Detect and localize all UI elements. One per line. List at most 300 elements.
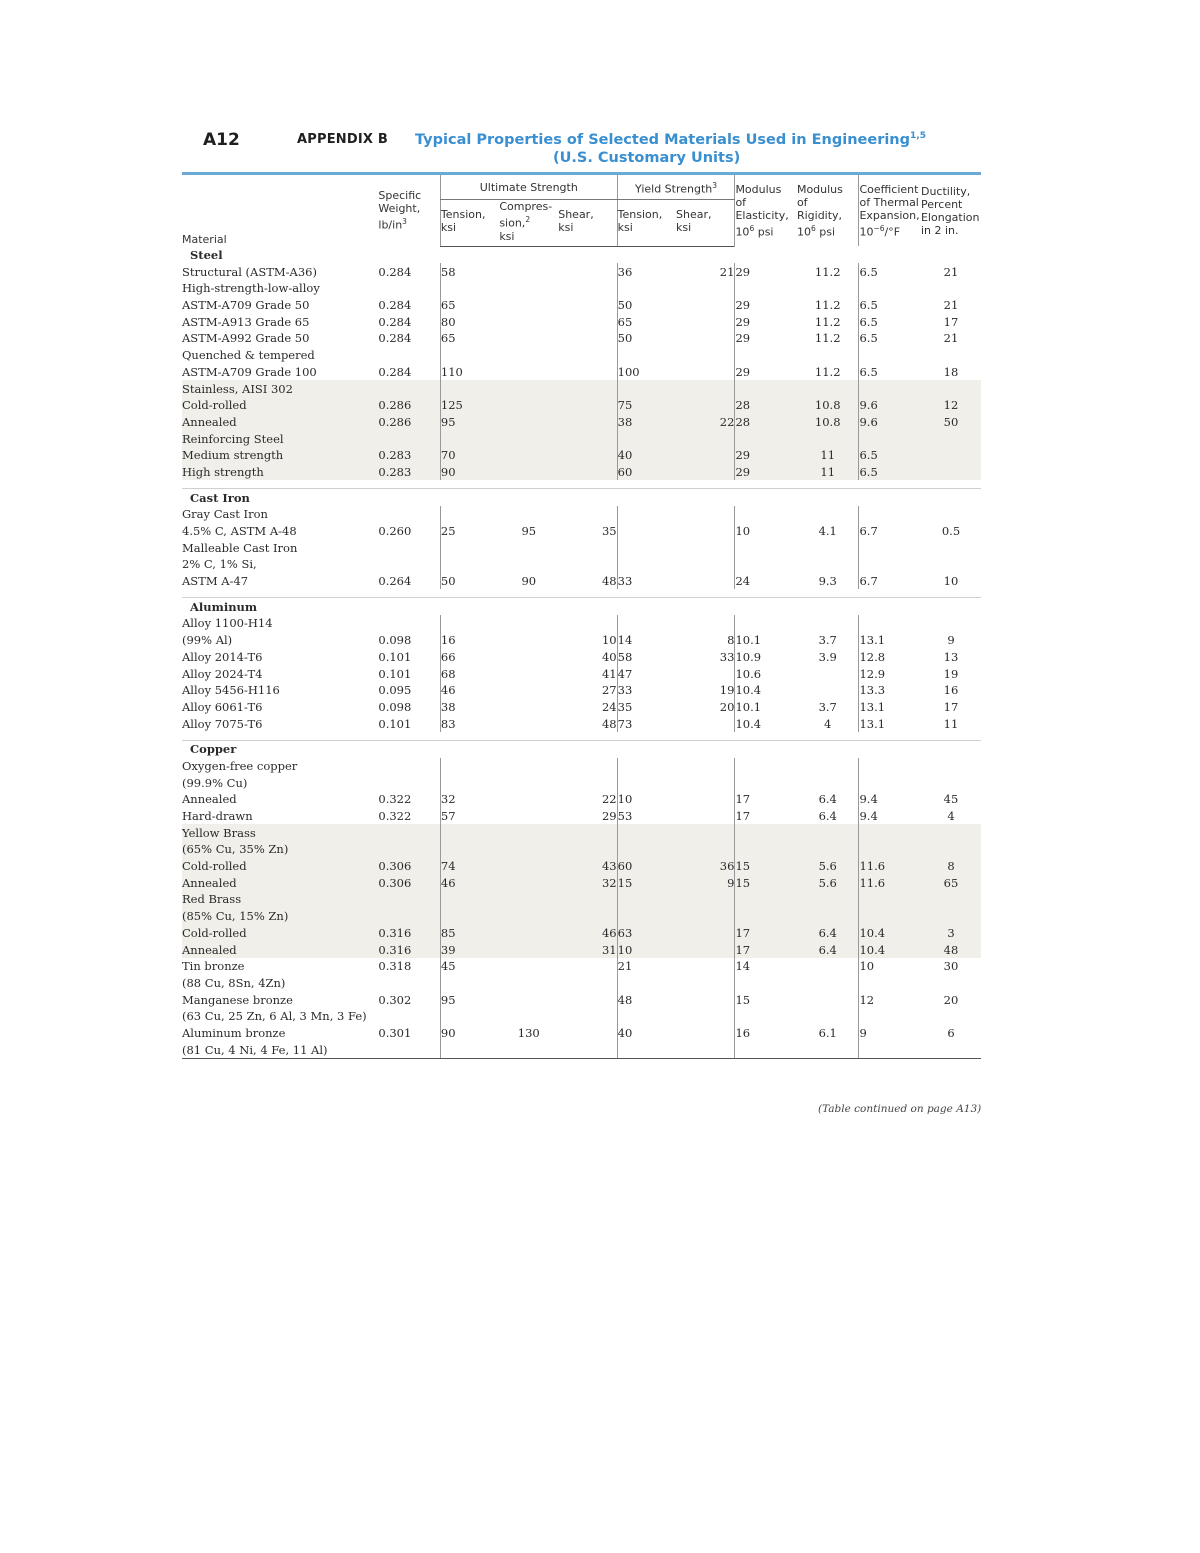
thermal-expansion-cell: 9.4 — [859, 791, 921, 808]
ultimate-tension-cell — [440, 556, 499, 573]
specific-weight-cell — [378, 615, 440, 632]
yield-shear-cell — [676, 1025, 735, 1042]
ultimate-shear-cell — [558, 363, 617, 380]
modulus-elasticity-cell: 29 — [735, 447, 797, 464]
modulus-rigidity-cell — [797, 1041, 859, 1058]
thermal-expansion-cell: 13.3 — [859, 682, 921, 699]
table-row — [182, 975, 981, 992]
table-row — [182, 313, 981, 330]
yield-tension-cell: 14 — [617, 632, 676, 649]
yield-tension-cell: 35 — [617, 699, 676, 716]
ultimate-compression-cell — [499, 808, 558, 825]
thermal-expansion-cell: 12 — [859, 991, 921, 1008]
ductility-cell — [921, 380, 981, 397]
yield-tension-cell — [617, 908, 676, 925]
material-name: ASTM-A913 Grade 65 — [182, 314, 310, 329]
modulus-elasticity-cell — [735, 430, 797, 447]
thermal-expansion-cell: 10.4 — [859, 941, 921, 958]
col-yield-tension: Tension, ksi — [617, 200, 676, 247]
material-name: ASTM-A709 Grade 50 — [182, 298, 310, 313]
yield-shear-cell — [676, 464, 735, 481]
specific-weight-cell: 0.322 — [378, 792, 412, 807]
yield-shear-cell — [676, 791, 735, 808]
ultimate-compression-cell — [499, 430, 558, 447]
ultimate-shear-cell — [558, 991, 617, 1008]
thermal-expansion-cell: 6.5 — [859, 297, 921, 314]
ductility-cell — [921, 908, 981, 925]
specific-weight-cell — [378, 506, 440, 523]
material-name: Alloy 5456-H116 — [182, 683, 280, 698]
section-cast-iron: Cast Iron — [182, 489, 981, 506]
material-name: (88 Cu, 8Sn, 4Zn) — [182, 975, 286, 990]
modulus-rigidity-cell: 11.2 — [814, 298, 841, 313]
row-spacer — [182, 480, 981, 489]
thermal-expansion-cell — [859, 891, 921, 908]
ultimate-compression-cell — [499, 1041, 558, 1058]
modulus-elasticity-cell: 10.9 — [735, 648, 797, 665]
ultimate-tension-cell — [440, 758, 499, 775]
ultimate-tension-cell: 38 — [440, 699, 499, 716]
modulus-elasticity-cell — [735, 975, 797, 992]
ultimate-compression-cell — [499, 297, 558, 314]
specific-weight-cell — [378, 774, 440, 791]
specific-weight-cell — [378, 1008, 440, 1025]
ultimate-tension-cell — [440, 280, 499, 297]
ultimate-shear-cell — [558, 464, 617, 481]
ultimate-compression-cell — [499, 380, 558, 397]
ultimate-shear-cell — [558, 297, 617, 314]
ductility-cell: 4 — [947, 809, 955, 823]
modulus-rigidity-cell: 6.1 — [818, 1025, 837, 1040]
specific-weight-cell: 0.101 — [378, 716, 412, 731]
thermal-expansion-cell: 13.1 — [859, 715, 921, 732]
yield-tension-cell: 65 — [617, 313, 676, 330]
thermal-expansion-cell — [859, 280, 921, 297]
ductility-cell: 0.5 — [941, 524, 961, 538]
modulus-elasticity-cell: 15 — [735, 991, 797, 1008]
yield-tension-cell — [617, 1041, 676, 1058]
ultimate-shear-cell: 24 — [601, 699, 617, 714]
modulus-rigidity-cell: 11 — [797, 447, 859, 464]
table-row — [182, 380, 981, 397]
ultimate-shear-cell: 29 — [601, 809, 617, 823]
modulus-elasticity-cell: 29 — [735, 330, 797, 347]
specific-weight-cell: 0.260 — [378, 524, 412, 538]
ductility-cell: 48 — [921, 941, 981, 958]
thermal-expansion-cell — [859, 758, 921, 775]
thermal-expansion-cell: 11.6 — [859, 858, 921, 875]
material-name: Alloy 2024-T4 — [182, 666, 263, 681]
thermal-expansion-cell: 12.9 — [859, 665, 921, 682]
modulus-rigidity-cell: 11 — [797, 464, 859, 481]
yield-shear-cell — [676, 539, 735, 556]
ultimate-compression-cell — [499, 397, 558, 414]
material-name: 4.5% C, ASTM A-48 — [182, 524, 297, 538]
ultimate-compression-cell — [499, 539, 558, 556]
ultimate-shear-cell — [558, 313, 617, 330]
yield-shear-cell: 8 — [727, 633, 735, 648]
thermal-expansion-cell: 13.1 — [859, 632, 921, 649]
table-row — [182, 665, 981, 682]
yield-shear-cell — [676, 975, 735, 992]
modulus-rigidity-cell: 6.4 — [818, 792, 837, 807]
ultimate-compression-cell — [499, 556, 558, 573]
modulus-rigidity-cell — [797, 665, 859, 682]
material-name: (99.9% Cu) — [182, 775, 248, 790]
appendix-label: APPENDIX B — [297, 132, 388, 147]
ultimate-tension-cell: 45 — [440, 958, 499, 975]
modulus-elasticity-cell: 10.1 — [735, 632, 797, 649]
ultimate-compression-cell — [499, 263, 558, 280]
modulus-rigidity-cell — [797, 975, 859, 992]
page-header — [193, 128, 983, 174]
yield-tension-cell: 60 — [617, 464, 676, 481]
table-header — [182, 174, 981, 247]
material-name: ASTM-A709 Grade 100 — [182, 364, 317, 379]
modulus-elasticity-cell: 15 — [735, 874, 797, 891]
specific-weight-cell — [378, 430, 440, 447]
ultimate-compression-cell — [499, 665, 558, 682]
modulus-elasticity-cell: 10 — [735, 523, 797, 540]
material-name: (65% Cu, 35% Zn) — [182, 841, 378, 858]
col-yield-shear: Shear, ksi — [676, 200, 735, 247]
modulus-elasticity-cell: 17 — [735, 808, 797, 825]
thermal-expansion-cell — [859, 380, 921, 397]
ductility-cell — [921, 430, 981, 447]
ultimate-shear-cell: 46 — [558, 924, 617, 941]
ultimate-shear-cell — [558, 841, 617, 858]
modulus-rigidity-cell: 10.8 — [797, 397, 859, 414]
ultimate-compression-cell — [499, 791, 558, 808]
modulus-elasticity-cell: 29 — [735, 464, 797, 481]
ductility-cell: 17 — [943, 314, 959, 329]
ultimate-tension-cell: 95 — [440, 991, 499, 1008]
thermal-expansion-cell — [859, 615, 921, 632]
table-row — [182, 891, 981, 908]
yield-tension-cell — [617, 430, 676, 447]
ultimate-tension-cell — [440, 430, 499, 447]
ultimate-compression-cell — [499, 682, 558, 699]
specific-weight-cell: 0.283 — [378, 447, 440, 464]
ultimate-shear-cell — [558, 414, 617, 431]
modulus-elasticity-cell — [735, 556, 797, 573]
table-continued-note: (Table continued on page A13) — [818, 1103, 982, 1115]
ultimate-shear-cell — [558, 263, 617, 280]
yield-shear-cell: 19 — [719, 683, 735, 698]
ductility-cell — [921, 280, 981, 297]
material-name: Stainless, AISI 302 — [182, 380, 378, 397]
ultimate-shear-cell — [558, 891, 617, 908]
yield-tension-cell: 58 — [617, 648, 676, 665]
modulus-elasticity-cell — [735, 380, 797, 397]
col-modulus-rigidity: Modulus of Rigidity, $10^6$ psi — [797, 174, 859, 247]
specific-weight-cell: 0.101 — [378, 649, 412, 664]
yield-shear-cell — [676, 991, 735, 1008]
yield-tension-cell: 50 — [617, 330, 676, 347]
table-row — [182, 363, 981, 380]
ultimate-shear-cell — [558, 958, 617, 975]
material-name: High strength — [182, 464, 378, 481]
thermal-expansion-cell: 6.5 — [859, 464, 921, 481]
table-row — [182, 874, 981, 891]
ultimate-shear-cell — [558, 1025, 617, 1042]
ultimate-tension-cell — [440, 380, 499, 397]
material-name: (81 Cu, 4 Ni, 4 Fe, 11 Al) — [182, 1041, 378, 1058]
ultimate-compression-cell — [499, 891, 558, 908]
thermal-expansion-cell: 6.5 — [859, 363, 921, 380]
ultimate-tension-cell — [440, 506, 499, 523]
yield-tension-cell: 40 — [617, 1025, 676, 1042]
ultimate-tension-cell — [440, 774, 499, 791]
yield-tension-cell: 10 — [617, 791, 676, 808]
ultimate-compression-cell — [499, 447, 558, 464]
specific-weight-cell: 0.318 — [378, 959, 412, 974]
modulus-rigidity-cell — [797, 280, 859, 297]
ultimate-shear-cell — [558, 824, 617, 841]
table-row — [182, 1008, 981, 1025]
modulus-elasticity-cell: 10.6 — [735, 665, 797, 682]
yield-shear-cell — [676, 824, 735, 841]
ultimate-tension-cell: 57 — [440, 808, 499, 825]
modulus-rigidity-cell: 11.2 — [814, 264, 841, 279]
material-name: Alloy 1100-H14 — [182, 616, 273, 631]
modulus-elasticity-cell: 17 — [735, 924, 797, 941]
modulus-elasticity-cell — [735, 841, 797, 858]
modulus-rigidity-cell — [797, 380, 859, 397]
yield-shear-cell: 21 — [719, 264, 735, 279]
modulus-rigidity-cell: 5.6 — [797, 858, 859, 875]
table-row — [182, 648, 981, 665]
section-steel: Steel — [190, 248, 223, 262]
specific-weight-cell — [378, 841, 440, 858]
material-name: Alloy 6061-T6 — [182, 699, 263, 714]
yield-tension-cell — [617, 523, 676, 540]
ultimate-tension-cell: 125 — [440, 397, 499, 414]
modulus-elasticity-cell: 14 — [735, 958, 797, 975]
group-ultimate-strength: Ultimate Strength — [440, 174, 617, 200]
ductility-cell — [921, 506, 981, 523]
material-properties-table — [182, 172, 981, 1059]
modulus-rigidity-cell: 4.1 — [818, 524, 837, 538]
ultimate-shear-cell — [558, 380, 617, 397]
modulus-rigidity-cell — [797, 506, 859, 523]
ductility-cell: 18 — [943, 364, 959, 379]
yield-shear-cell — [676, 1008, 735, 1025]
modulus-elasticity-cell — [735, 891, 797, 908]
yield-tension-cell: 33 — [617, 682, 676, 699]
yield-tension-cell — [617, 615, 676, 632]
modulus-rigidity-cell: 6.4 — [797, 924, 859, 941]
table-row — [182, 556, 981, 573]
table-row — [182, 791, 981, 808]
specific-weight-cell: 0.286 — [378, 397, 440, 414]
table-row — [182, 715, 981, 732]
ultimate-compression-cell: 95 — [521, 524, 537, 538]
modulus-rigidity-cell: 5.6 — [797, 874, 859, 891]
material-name: Annealed — [182, 414, 378, 431]
ultimate-shear-cell: 31 — [558, 941, 617, 958]
yield-shear-cell — [676, 447, 735, 464]
ultimate-tension-cell: 90 — [440, 1025, 499, 1042]
yield-tension-cell — [617, 758, 676, 775]
yield-tension-cell: 53 — [617, 808, 676, 825]
row-spacer — [182, 732, 981, 741]
yield-shear-cell — [676, 924, 735, 941]
ultimate-tension-cell: 110 — [440, 363, 499, 380]
table-row — [182, 447, 981, 464]
specific-weight-cell — [378, 908, 440, 925]
modulus-rigidity-cell: 4 — [824, 716, 832, 731]
table-row — [182, 699, 981, 716]
modulus-elasticity-cell: 10.1 — [735, 699, 797, 716]
ultimate-compression-cell — [499, 1008, 558, 1025]
ultimate-compression-cell — [499, 874, 558, 891]
thermal-expansion-cell: 9.6 — [859, 397, 921, 414]
ultimate-tension-cell: 95 — [440, 414, 499, 431]
ultimate-tension-cell — [440, 347, 499, 364]
ductility-cell: 6 — [947, 1025, 955, 1040]
ultimate-compression-cell — [499, 774, 558, 791]
material-name: Manganese bronze — [182, 992, 293, 1007]
specific-weight-cell — [378, 758, 440, 775]
ultimate-tension-cell — [440, 824, 499, 841]
yield-tension-cell: 75 — [617, 397, 676, 414]
section-copper: Copper — [182, 740, 981, 757]
yield-shear-cell — [676, 556, 735, 573]
col-ultimate-shear: Shear, ksi — [558, 200, 617, 247]
ultimate-compression-cell — [499, 330, 558, 347]
thermal-expansion-cell: 9.4 — [859, 808, 921, 825]
yield-shear-cell — [676, 363, 735, 380]
modulus-rigidity-cell — [797, 958, 859, 975]
ultimate-compression-cell — [499, 313, 558, 330]
modulus-elasticity-cell: 29 — [735, 297, 797, 314]
yield-shear-cell: 9 — [676, 874, 735, 891]
ultimate-tension-cell — [440, 891, 499, 908]
ultimate-shear-cell: 10 — [601, 633, 617, 648]
ultimate-compression-cell — [499, 414, 558, 431]
ultimate-shear-cell: 32 — [558, 874, 617, 891]
ultimate-compression-cell — [499, 464, 558, 481]
ultimate-compression-cell — [499, 841, 558, 858]
material-name: (63 Cu, 25 Zn, 6 Al, 3 Mn, 3 Fe) — [182, 1009, 367, 1024]
col-modulus-elasticity: Modulus of Elasticity, $10^6$ psi — [735, 174, 797, 247]
ductility-cell — [921, 615, 981, 632]
ultimate-tension-cell: 80 — [440, 313, 499, 330]
table-row — [182, 347, 981, 364]
material-name: Quenched & tempered — [182, 348, 315, 363]
yield-shear-cell — [676, 506, 735, 523]
modulus-elasticity-cell — [735, 506, 797, 523]
ductility-cell: 16 — [943, 683, 959, 698]
yield-tension-cell: 47 — [617, 665, 676, 682]
yield-tension-cell: 15 — [617, 874, 676, 891]
table-row — [182, 573, 981, 590]
ultimate-shear-cell: 35 — [601, 524, 617, 538]
ductility-cell — [921, 758, 981, 775]
table-row — [182, 430, 981, 447]
ultimate-tension-cell — [440, 1041, 499, 1058]
modulus-elasticity-cell — [735, 347, 797, 364]
ultimate-tension-cell: 25 — [440, 523, 499, 540]
material-name: Cold-rolled — [182, 397, 378, 414]
ultimate-tension-cell: 16 — [440, 632, 499, 649]
modulus-elasticity-cell — [735, 280, 797, 297]
thermal-expansion-cell: 12.8 — [859, 648, 921, 665]
modulus-rigidity-cell — [797, 758, 859, 775]
specific-weight-cell: 0.301 — [378, 1025, 412, 1040]
specific-weight-cell: 0.284 — [378, 331, 412, 346]
table-row — [182, 523, 981, 540]
ultimate-compression-cell — [499, 958, 558, 975]
table-row — [182, 758, 981, 775]
table-row — [182, 464, 981, 481]
modulus-elasticity-cell — [735, 824, 797, 841]
thermal-expansion-cell: 13.1 — [859, 699, 921, 716]
yield-shear-cell — [676, 397, 735, 414]
ultimate-shear-cell — [558, 758, 617, 775]
specific-weight-cell: 0.302 — [378, 992, 412, 1007]
modulus-rigidity-cell — [797, 615, 859, 632]
modulus-rigidity-cell — [797, 824, 859, 841]
table-row — [182, 280, 981, 297]
specific-weight-cell: 0.322 — [378, 809, 412, 823]
ultimate-tension-cell: 65 — [440, 297, 499, 314]
ductility-cell: 21 — [943, 298, 959, 313]
ultimate-shear-cell — [558, 397, 617, 414]
ductility-cell — [921, 464, 981, 481]
yield-tension-cell: 38 — [617, 414, 676, 431]
yield-shear-cell: 20 — [719, 699, 735, 714]
thermal-expansion-cell — [859, 556, 921, 573]
modulus-elasticity-cell: 10.4 — [735, 715, 797, 732]
ductility-cell: 45 — [943, 792, 959, 807]
yield-shear-cell — [676, 808, 735, 825]
modulus-rigidity-cell — [797, 430, 859, 447]
thermal-expansion-cell: 11.6 — [859, 874, 921, 891]
table-row — [182, 824, 981, 841]
material-name: Malleable Cast Iron — [182, 540, 298, 555]
ultimate-shear-cell: 22 — [601, 792, 617, 807]
table-row — [182, 539, 981, 556]
modulus-rigidity-cell — [797, 774, 859, 791]
ultimate-compression-cell — [499, 908, 558, 925]
row-spacer — [182, 589, 981, 598]
material-name: Oxygen-free copper — [182, 758, 298, 773]
table-row — [182, 841, 981, 858]
yield-shear-cell — [676, 891, 735, 908]
thermal-expansion-cell — [859, 908, 921, 925]
ductility-cell — [921, 347, 981, 364]
table-title-footnote: 1,5 — [910, 131, 926, 141]
yield-tension-cell: 60 — [617, 858, 676, 875]
modulus-elasticity-cell: 29 — [735, 263, 797, 280]
ultimate-compression-cell — [499, 715, 558, 732]
ductility-cell: 17 — [943, 699, 959, 714]
specific-weight-cell: 0.284 — [378, 364, 412, 379]
yield-shear-cell — [676, 430, 735, 447]
modulus-rigidity-cell — [797, 908, 859, 925]
ductility-cell: 65 — [921, 874, 981, 891]
ultimate-shear-cell — [558, 774, 617, 791]
modulus-rigidity-cell — [797, 556, 859, 573]
material-name: ASTM-A992 Grade 50 — [182, 331, 310, 346]
thermal-expansion-cell: 10 — [859, 958, 921, 975]
ultimate-compression-cell — [499, 632, 558, 649]
ductility-cell: 11 — [943, 716, 959, 731]
yield-tension-cell: 40 — [617, 447, 676, 464]
thermal-expansion-cell — [859, 539, 921, 556]
